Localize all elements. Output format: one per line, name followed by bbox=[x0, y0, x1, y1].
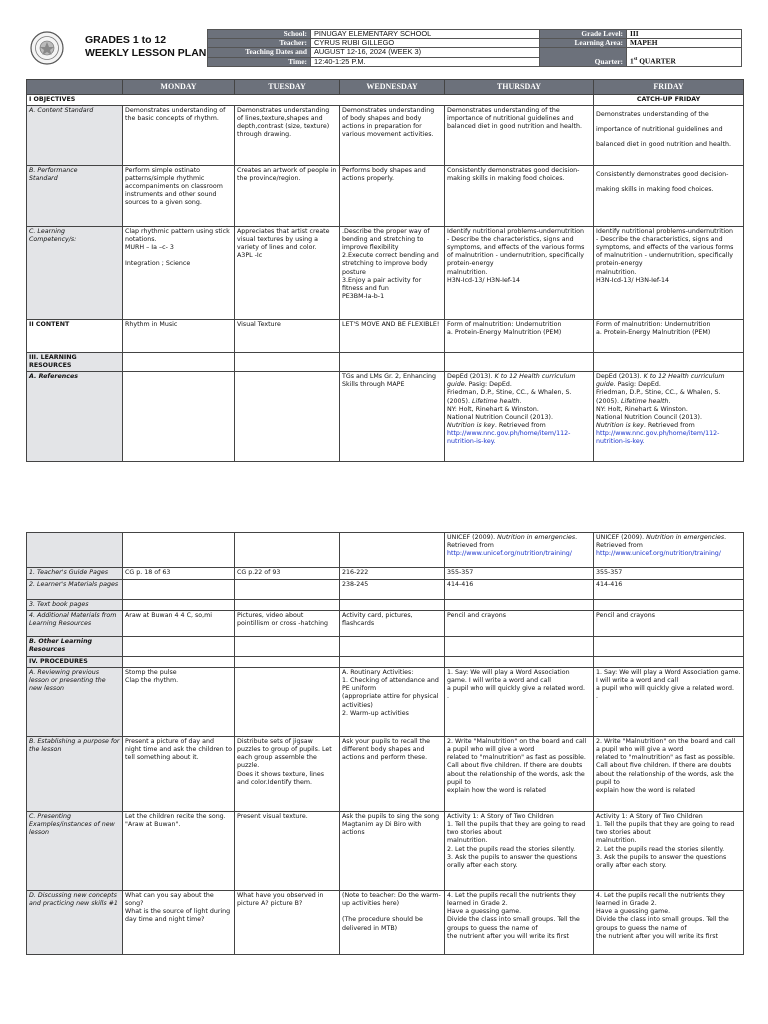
quarter-label: Quarter: bbox=[540, 48, 627, 66]
references-mon bbox=[123, 372, 235, 462]
content-row bbox=[27, 320, 744, 353]
content-standard-tue: Demonstrates understanding of lines,texture,shapes and depth,contrast (size, texture) through drawing. bbox=[235, 106, 340, 166]
content-standard-label: A. Content Standard bbox=[27, 106, 123, 166]
add-fri: Pencil and crayons bbox=[594, 611, 744, 637]
lm-wed: 238-245 bbox=[340, 580, 445, 600]
performance-tue: Creates an artwork of people in the province/region. bbox=[235, 166, 340, 227]
competency-label: C. Learning Competency/s: bbox=[27, 227, 123, 320]
tg-fri: 355-357 bbox=[594, 568, 744, 580]
unicef-thu-c: . Retrieved from bbox=[447, 534, 578, 550]
tg-row bbox=[27, 568, 744, 580]
discussing-wed: (Note to teacher: Do the warm-up activities here) (The procedure should be delivered in MTB) bbox=[340, 891, 445, 955]
quarter-num: 1 bbox=[630, 56, 634, 66]
establishing-fri: 2. Write "Malnutrition" on the board and call a pupil who will give a word related to "malnutrition" as fast as possible. Call about five children. If there are doubts about the relationship of the words, ask the pupil to explain how the word is related bbox=[594, 737, 744, 812]
performance-mon: Perform simple ostinato patterns/simple rhythmic accompaniments on classroom instruments and other sound sources to a given song. bbox=[123, 166, 235, 227]
ref-thu-e: . NY: Holt, Rinehart & Winston. National Nutrition Council (2013). bbox=[447, 397, 553, 421]
resources-label: III. LEARNING RESOURCES bbox=[27, 353, 123, 372]
ref-fri-b: K to 12 Health curriculum guide bbox=[596, 373, 725, 389]
day-wednesday: WEDNESDAY bbox=[340, 80, 445, 95]
unicef-thu-link[interactable]: http://www.unicef.org/nutrition/training/ bbox=[447, 550, 572, 558]
presenting-fri: Activity 1: A Story of Two Children 1. Tell the pupils that they are going to read two stories about malnutrition. 2. Let the pupils read the stories silently. 3. Ask the pupils to answer the questions orally after each story. bbox=[594, 812, 744, 891]
presenting-thu: Activity 1: A Story of Two Children 1. Tell the pupils that they are going to read two stories about malnutrition. 2. Let the pupils read the stories silently. 3. Ask the pupils to answer the questions orally after each story. bbox=[445, 812, 594, 891]
school-label: School: bbox=[208, 30, 311, 39]
tg-label: 1. Teacher's Guide Pages bbox=[27, 568, 123, 580]
objectives-row bbox=[27, 95, 744, 106]
ref-thu-f: Nutrition is key bbox=[447, 421, 495, 429]
ref-fri-d: Lifetime health bbox=[620, 397, 669, 405]
establishing-thu: 2. Write "Malnutrition" on the board and call a pupil who will give a word related to "malnutrition" as fast as possible. Call about five children. If there are doubts about the relationship of the words, ask the pupil to explain how the word is related bbox=[445, 737, 594, 812]
reviewing-label: A. Reviewing previous lesson or presenting the new lesson bbox=[27, 668, 123, 737]
tg-wed: 216-222 bbox=[340, 568, 445, 580]
content-tue: Visual Texture bbox=[235, 320, 340, 353]
area-value: MAPEH bbox=[627, 39, 742, 48]
establishing-row bbox=[27, 737, 744, 812]
day-monday: MONDAY bbox=[123, 80, 235, 95]
tg-mon: CG p. 18 of 63 bbox=[123, 568, 235, 580]
add-thu: Pencil and crayons bbox=[445, 611, 594, 637]
establishing-label: B. Establishing a purpose for the lesson bbox=[27, 737, 123, 812]
procedures-row bbox=[27, 657, 744, 668]
content-standard-mon: Demonstrates understanding of the basic concepts of rhythm. bbox=[123, 106, 235, 166]
competency-tue: Appreciates that artist create visual textures by using a variety of lines and color. A3PL -Ic bbox=[235, 227, 340, 320]
discussing-label: D. Discussing new concepts and practicing new skills #1 bbox=[27, 891, 123, 955]
lm-tue bbox=[235, 580, 340, 600]
tg-tue: CG p.22 of 93 bbox=[235, 568, 340, 580]
content-standard-wed: Demonstrates understanding of body shapes and body actions in preparation for various movement activities. bbox=[340, 106, 445, 166]
reviewing-row bbox=[27, 668, 744, 737]
title-line-2: WEEKLY LESSON PLAN bbox=[85, 47, 207, 59]
time-label: Time: bbox=[208, 57, 311, 66]
reviewing-thu: 1. Say: We will play a Word Association game. I will write a word and call a pupil who will quickly give a related word. . bbox=[445, 668, 594, 737]
ref-thu-c: . Pasig: DepEd. Friedman, D.P., Stine, CC., & Whalen, S. (2005). bbox=[447, 381, 572, 405]
catch-up-friday: CATCH-UP FRIDAY bbox=[594, 95, 744, 106]
discussing-mon: What can you say about the song? What is the source of light during day time and night time? bbox=[123, 891, 235, 955]
dates-value: AUGUST 12-16, 2024 (WEEK 3) bbox=[311, 48, 540, 57]
ref-thu-a: DepEd (2013). bbox=[447, 373, 495, 381]
school-value: PINUGAY ELEMENTARY SCHOOL bbox=[311, 30, 540, 39]
unicef-fri-b: Nutrition in emergencies bbox=[646, 534, 725, 541]
lesson-plan-table-2 bbox=[26, 532, 744, 955]
other-resources-row bbox=[27, 637, 744, 657]
lm-thu: 414-416 bbox=[445, 580, 594, 600]
grade-value: III bbox=[627, 30, 742, 39]
procedures-label: IV. PROCEDURES bbox=[27, 657, 123, 668]
ref-fri-f: Nutrition is key bbox=[596, 421, 644, 429]
other-resources-label: B. Other Learning Resources bbox=[27, 637, 123, 657]
competency-fri: Identify nutritional problems-undernutrition - Describe the characteristics, signs and symptoms, and effects of the various forms of malnutrition - undernutrition, specifically protein-energy malnutrition. H3N-Icd-13/ H3N-Ief-14 bbox=[594, 227, 744, 320]
references-row bbox=[27, 372, 744, 462]
ref-fri-a: DepEd (2013). bbox=[596, 373, 644, 381]
deped-seal-icon bbox=[30, 31, 64, 65]
teacher-label: Teacher: bbox=[208, 39, 311, 48]
resources-row bbox=[27, 353, 744, 372]
content-standard-row bbox=[27, 106, 744, 166]
unicef-fri bbox=[594, 533, 744, 568]
performance-fri: Consistently demonstrates good decision-making skills in making food choices. bbox=[594, 166, 744, 227]
teacher-value: CYRUS RUBI GILLEGO bbox=[311, 39, 540, 48]
reviewing-wed: A. Routinary Activities: 1. Checking of attendance and PE uniform (appropriate attire for physical activities) 2. Warm-up activities bbox=[340, 668, 445, 737]
ref-fri-g: . Retrieved from bbox=[643, 421, 695, 429]
performance-thu: Consistently demonstrates good decision-making skills in making food choices. bbox=[445, 166, 594, 227]
reviewing-fri: 1. Say: We will play a Word Association game. I will write a word and call a pupil who will quickly give a related word. . bbox=[594, 668, 744, 737]
establishing-mon: Present a picture of day and night time and ask the children to tell something about it. bbox=[123, 737, 235, 812]
lm-label: 2. Learner's Materials pages bbox=[27, 580, 123, 600]
add-materials-row bbox=[27, 611, 744, 637]
info-table bbox=[207, 29, 742, 67]
references-tue bbox=[235, 372, 340, 462]
document-title bbox=[85, 34, 206, 60]
competency-row bbox=[27, 227, 744, 320]
content-wed: LET'S MOVE AND BE FLEXIBLE! bbox=[340, 320, 445, 353]
unicef-thu-a: UNICEF (2009). bbox=[447, 534, 498, 541]
add-tue: Pictures, video about pointillism or cross -hatching bbox=[235, 611, 340, 637]
day-tuesday: TUESDAY bbox=[235, 80, 340, 95]
ref-thu-g: . Retrieved from bbox=[494, 421, 546, 429]
ref-thu-b: K to 12 Health curriculum guide bbox=[447, 373, 576, 389]
establishing-tue: Distribute sets of jigsaw puzzles to group of pupils. Let each group assemble the puzzle. Does it shows texture, lines and color.Identify them. bbox=[235, 737, 340, 812]
presenting-mon: Let the children recite the song. "Araw at Buwan". bbox=[123, 812, 235, 891]
objectives-label: I OBJECTIVES bbox=[27, 95, 594, 106]
quarter-sup: st bbox=[633, 57, 638, 63]
grade-label: Grade Level: bbox=[540, 30, 627, 39]
presenting-row bbox=[27, 812, 744, 891]
lm-mon bbox=[123, 580, 235, 600]
content-mon: Rhythm in Music bbox=[123, 320, 235, 353]
presenting-tue: Present visual texture. bbox=[235, 812, 340, 891]
tg-thu: 355-357 bbox=[445, 568, 594, 580]
content-fri: Form of malnutrition: Undernutrition a. Protein-Energy Malnutrition (PEM) bbox=[594, 320, 744, 353]
performance-wed: Performs body shapes and actions properly. bbox=[340, 166, 445, 227]
corner-cell bbox=[27, 80, 123, 95]
reviewing-tue bbox=[235, 668, 340, 737]
presenting-wed: Ask the pupils to sing the song Magtanim ay Di Biro with actions bbox=[340, 812, 445, 891]
competency-mon: Clap rhythmic pattern using stick notations. MURH – Ia –c- 3 Integration ; Science bbox=[123, 227, 235, 320]
time-value: 12:40-1:25 P.M. bbox=[311, 57, 540, 66]
discussing-row bbox=[27, 891, 744, 955]
unicef-row bbox=[27, 533, 744, 568]
content-thu: Form of malnutrition: Undernutrition a. Protein-Energy Malnutrition (PEM) bbox=[445, 320, 594, 353]
competency-wed: .Describe the proper way of bending and stretching to improve flexibility 2.Execute correct bending and stretching to improve body posture 3.Enjoy a pair activity for fitness and fun PE3BM-Ia-b-1 bbox=[340, 227, 445, 320]
unicef-thu bbox=[445, 533, 594, 568]
dates-label: Teaching Dates and bbox=[208, 48, 311, 57]
title-line-1: GRADES 1 to 12 bbox=[85, 34, 167, 46]
ref-fri-c: . Pasig: DepEd. Friedman, D.P., Stine, CC., & Whalen, S. (2005). bbox=[596, 381, 721, 405]
content-standard-thu: Demonstrates understanding of the importance of nutritional guidelines and balanced diet in good nutrition and health. bbox=[445, 106, 594, 166]
add-wed: Activity card, pictures, flashcards bbox=[340, 611, 445, 637]
area-label: Learning Area: bbox=[540, 39, 627, 48]
document-header bbox=[26, 29, 742, 71]
ref-thu-link[interactable]: http://www.nnc.gov.ph/home/item/112-nutrition-is-key. bbox=[447, 429, 571, 446]
establishing-wed: Ask your pupils to recall the different body shapes and actions and perform these. bbox=[340, 737, 445, 812]
quarter-value bbox=[627, 48, 742, 66]
unicef-thu-b: Nutrition in emergencies bbox=[497, 534, 576, 541]
ref-fri-link[interactable]: http://www.nnc.gov.ph/home/item/112-nutrition-is-key. bbox=[596, 429, 720, 446]
day-friday: FRIDAY bbox=[594, 80, 744, 95]
discussing-thu: 4. Let the pupils recall the nutrients they learned in Grade 2. Have a guessing game. Divide the class into small groups. Tell the groups to guess the name of the nutrient after you will write its first bbox=[445, 891, 594, 955]
ref-fri-e: . NY: Holt, Rinehart & Winston. National Nutrition Council (2013). bbox=[596, 397, 702, 421]
discussing-tue: What have you observed in picture A? picture B? bbox=[235, 891, 340, 955]
day-header-row bbox=[27, 80, 744, 95]
references-label: A. References bbox=[27, 372, 123, 462]
day-thursday: THURSDAY bbox=[445, 80, 594, 95]
content-label: II CONTENT bbox=[27, 320, 123, 353]
quarter-text: QUARTER bbox=[639, 56, 676, 66]
references-thu bbox=[445, 372, 594, 462]
add-mon: Araw at Buwan 4 4 C, so,mi bbox=[123, 611, 235, 637]
tb-row bbox=[27, 600, 744, 611]
content-standard-fri: Demonstrates understanding of the importance of nutritional guidelines and balanced diet in good nutrition and health. bbox=[594, 106, 744, 166]
discussing-fri: 4. Let the pupils recall the nutrients they learned in Grade 2. Have a guessing game. Divide the class into small groups. Tell the groups to guess the name of the nutrient after you will write its first bbox=[594, 891, 744, 955]
lesson-plan-table-1 bbox=[26, 79, 744, 462]
add-materials-label: 4. Additional Materials from Learning Resources bbox=[27, 611, 123, 637]
performance-label: B. Performance Standard bbox=[27, 166, 123, 227]
ref-thu-d: Lifetime health bbox=[471, 397, 520, 405]
tb-label: 3. Text book pages bbox=[27, 600, 123, 611]
unicef-fri-link[interactable]: http://www.unicef.org/nutrition/training/ bbox=[596, 550, 721, 558]
performance-row bbox=[27, 166, 744, 227]
references-wed: TGs and LMs Gr. 2, Enhancing Skills through MAPE bbox=[340, 372, 445, 462]
lm-row bbox=[27, 580, 744, 600]
competency-thu: Identify nutritional problems-undernutrition - Describe the characteristics, signs and symptoms, and effects of the various forms of malnutrition - undernutrition, specifically protein-energy malnutrition. H3N-Icd-13/ H3N-Ief-14 bbox=[445, 227, 594, 320]
reviewing-mon: Stomp the pulse Clap the rhythm. bbox=[123, 668, 235, 737]
presenting-label: C. Presenting Examples/instances of new lesson bbox=[27, 812, 123, 891]
unicef-fri-a: UNICEF (2009). bbox=[596, 534, 647, 541]
unicef-fri-c: . Retrieved from bbox=[596, 534, 727, 550]
references-fri bbox=[594, 372, 744, 462]
lm-fri: 414-416 bbox=[594, 580, 744, 600]
